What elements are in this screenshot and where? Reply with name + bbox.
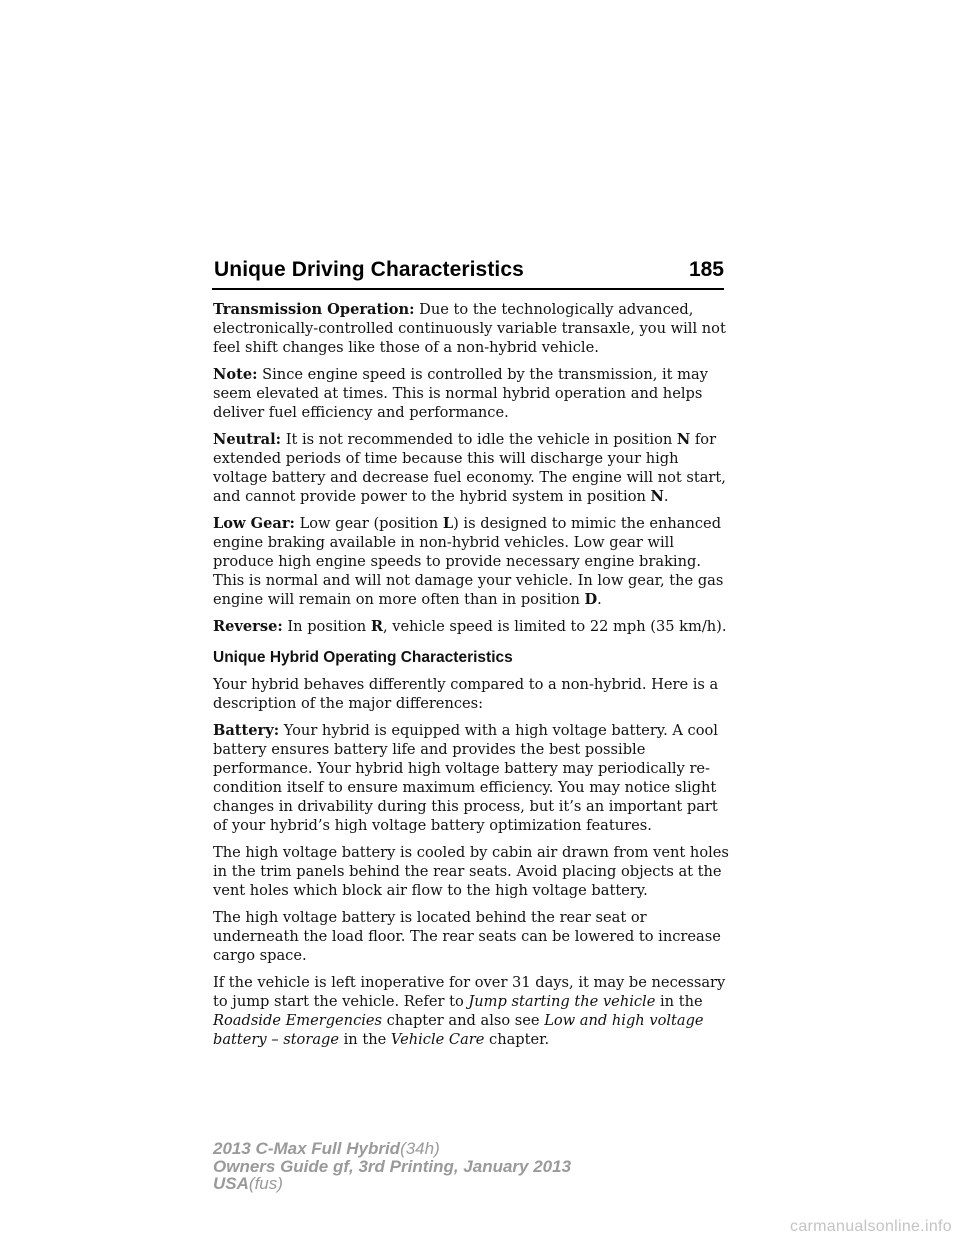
gear-letter: D	[584, 591, 598, 608]
low-gear-text-2: ) is designed to mimic the enhanced engine braking available in non-hybrid vehicles. Low gear will produce high engine speeds to provide necessary engine braking. This is normal and will not damage your vehicle. In low gear, the gas engine will remain on more often than in position	[213, 515, 724, 608]
page-header	[212, 258, 724, 292]
note-label: Note:	[213, 366, 258, 383]
footer-line-1	[213, 1140, 633, 1158]
gear-letter: L	[442, 515, 454, 532]
reverse-label: Reverse:	[213, 618, 283, 635]
reverse-paragraph	[213, 617, 733, 636]
neutral-label: Neutral:	[213, 431, 282, 448]
footer-model: 2013 C-Max Full Hybrid	[213, 1139, 401, 1158]
neutral-text-2: for extended periods of time because this will discharge your high voltage battery and decrease fuel economy. The engine will not start, and cannot provide power to the hybrid system in position	[213, 431, 726, 505]
neutral-text-1: It is not recommended to idle the vehicle in position	[285, 431, 677, 448]
section-heading: Unique Hybrid Operating Characteristics	[213, 649, 513, 666]
inoperative-paragraph	[213, 973, 733, 1049]
battery-paragraph	[213, 721, 733, 835]
gear-letter: N	[676, 431, 691, 448]
inoperative-text-3: chapter and also see	[382, 1012, 545, 1029]
low-gear-text-3: .	[597, 591, 602, 608]
site-watermark: carmanualsonline.info	[790, 1218, 952, 1235]
neutral-text-3: .	[663, 488, 669, 505]
low-gear-paragraph	[213, 514, 733, 609]
cross-reference: Jump starting the vehicle	[468, 993, 656, 1010]
battery-cooling-paragraph: The high voltage battery is cooled by cabin air drawn from vent holes in the trim panels behind the rear seats. Avoid placing objects at the vent holes which block air flow to the high voltage battery.	[213, 844, 729, 899]
inoperative-text-5: chapter.	[484, 1031, 550, 1048]
gear-letter: R	[370, 618, 383, 635]
battery-text: Your hybrid is equipped with a high voltage battery. A cool battery ensures battery life and provides the best possible performance. Your hybrid high voltage battery may periodically re-condition itself to ensure maximum efficiency. You may notice slight changes in drivability during this process, but it’s an important part of your hybrid’s high voltage battery optimization features.	[213, 722, 718, 834]
inoperative-text-1: If the vehicle is left inoperative for over 31 days, it may be necessary to jump start the vehicle. Refer to	[213, 974, 726, 1010]
battery-label: Battery:	[213, 722, 280, 739]
battery-location-paragraph: The high voltage battery is located behind the rear seat or underneath the load floor. The rear seats can be lowered to increase cargo space.	[213, 909, 721, 964]
footer-line-3	[213, 1175, 633, 1193]
print-footer	[213, 1140, 633, 1193]
inoperative-text-4: in the	[339, 1031, 391, 1048]
low-gear-label: Low Gear:	[213, 515, 295, 532]
neutral-paragraph	[213, 430, 733, 506]
intro-paragraph: Your hybrid behaves differently compared to a non-hybrid. Here is a description of the major differences:	[213, 676, 719, 712]
note-paragraph	[213, 365, 733, 422]
transmission-text: Due to the technologically advanced, electronically-controlled continuously variable transaxle, you will not feel shift changes like those of a non-hybrid vehicle.	[213, 301, 726, 356]
cross-reference: Roadside Emergencies	[213, 1012, 383, 1029]
gear-letter: N	[650, 488, 664, 505]
page-number: 185	[688, 258, 724, 281]
footer-model-code: (34h)	[400, 1139, 440, 1158]
footer-market-code: (fus)	[248, 1174, 283, 1193]
chapter-title: Unique Driving Characteristics	[214, 258, 524, 281]
transmission-label: Transmission Operation:	[213, 301, 415, 318]
page-body	[213, 300, 733, 1057]
transmission-paragraph	[213, 300, 733, 357]
footer-line-2: Owners Guide gf, 3rd Printing, January 2013	[213, 1156, 572, 1176]
reverse-text-1: In position	[287, 618, 371, 635]
cross-reference: Low and high voltage battery – storage	[213, 1012, 704, 1048]
footer-market: USA	[213, 1174, 249, 1193]
reverse-text-2: , vehicle speed is limited to 22 mph (35 km/h).	[383, 618, 727, 635]
low-gear-text-1: Low gear (position	[299, 515, 443, 532]
header-rule	[212, 288, 724, 290]
cross-reference: Vehicle Care	[390, 1031, 485, 1048]
inoperative-text-2: in the	[655, 993, 703, 1010]
note-text: Since engine speed is controlled by the transmission, it may seem elevated at times. This is normal hybrid operation and helps deliver fuel efficiency and performance.	[213, 366, 708, 421]
